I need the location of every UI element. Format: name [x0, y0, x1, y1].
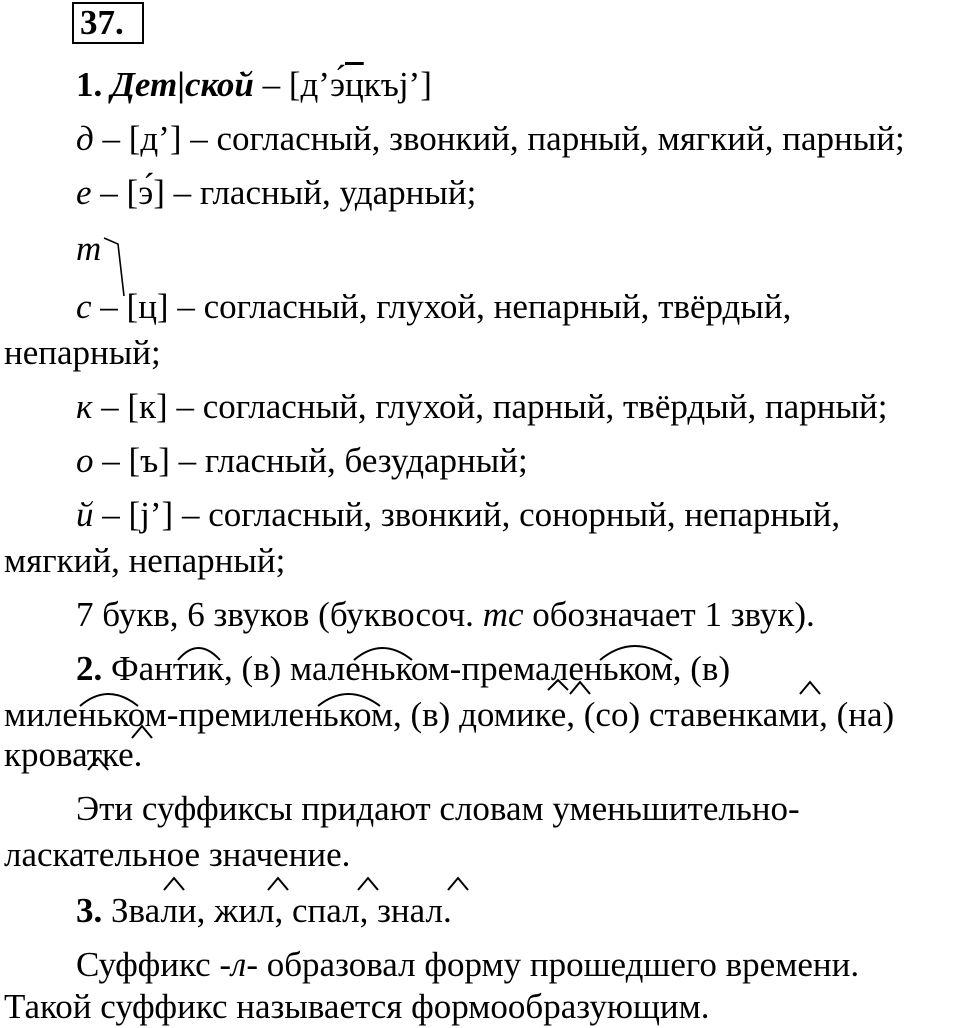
- part3-words: Звали, жил, спал, знал.: [102, 891, 452, 930]
- part2-line3: кроватке.: [4, 735, 143, 774]
- suffix-arc-milenkom-2: [318, 694, 380, 706]
- letter-j: й: [76, 495, 94, 534]
- analysis-e: – [э́] – гласный, ударный;: [91, 173, 477, 212]
- ts-join-bracket: [104, 238, 124, 296]
- suffix-caret-milenkom-1: [132, 726, 152, 738]
- suffix-caret-spal: [358, 878, 378, 890]
- part1-word-root: Дет: [111, 65, 178, 104]
- suffix-caret-zhil: [268, 878, 288, 890]
- letter-e: е: [76, 173, 92, 212]
- part1-word-suffix: ской: [184, 65, 254, 104]
- part2-label: 2.: [76, 649, 103, 688]
- suffix-caret-domike: [570, 682, 590, 694]
- part1-transcription-post: къj’]: [363, 65, 432, 104]
- part1-label: 1.: [76, 65, 103, 104]
- analysis-s-cont: непарный;: [4, 333, 161, 372]
- exercise-number: 37.: [80, 3, 124, 42]
- part3-s1-post: образовал форму прошедшего времени.: [257, 945, 860, 984]
- part1-transcription-ts: ц: [344, 65, 364, 104]
- part3-sentence2: Такой суффикс называется формообразующим.: [4, 987, 710, 1026]
- count-post: обозначает 1 звук).: [523, 595, 815, 634]
- analysis-j-cont: мягкий, непарный;: [4, 541, 286, 580]
- count-pre: 7 букв, 6 звуков (буквосоч.: [76, 595, 483, 634]
- suffix-caret-malenkom: [548, 680, 568, 690]
- part1-separator: |: [177, 65, 185, 104]
- analysis-o: – [ъ] – гласный, безударный;: [93, 441, 528, 480]
- suffix-arc-milenkom-1: [80, 694, 138, 706]
- letter-k: к: [76, 387, 93, 426]
- suffix-caret-stavenkami: [800, 682, 820, 694]
- letter-s: с: [76, 287, 92, 326]
- suffix-caret-zvali: [164, 878, 184, 890]
- analysis-s: – [ц] – согласный, глухой, непарный, твёрдый,: [91, 287, 792, 326]
- suffix-arc-malenkom-1: [354, 648, 412, 660]
- count-letter-combo: тс: [482, 595, 524, 634]
- part2-meaning-line1: Эти суффиксы придают словам уменьшительно-: [76, 789, 800, 828]
- analysis-k: – [к] – согласный, глухой, парный, твёрдый, парный;: [92, 387, 888, 426]
- letter-d: д: [76, 119, 94, 158]
- part3-label: 3.: [76, 891, 103, 930]
- suffix-arc-fantik: [178, 648, 220, 660]
- part1-transcription-pre: – [д’э́: [253, 65, 345, 104]
- part3-s1-pre: Суффикс: [76, 945, 220, 984]
- suffix-arc-malenkom-2: [600, 646, 672, 660]
- letter-t: т: [76, 229, 102, 268]
- part3-suffix: -л-: [219, 945, 258, 984]
- suffix-caret-krovatke: [88, 758, 108, 770]
- part2-line2: миленьком-премиленьком, (в) домике, (со) ставенками, (на): [4, 695, 895, 734]
- analysis-d: – [д’] – согласный, звонкий, парный, мягкий, парный;: [93, 119, 905, 158]
- analysis-j: – [j’] – согласный, звонкий, сонорный, непарный,: [93, 495, 841, 534]
- suffix-caret-znal: [448, 878, 468, 890]
- part2-meaning-line2: ласкательное значение.: [4, 835, 351, 874]
- part2-words1: Фантик, (в) маленьком-премаленьком, (в): [102, 649, 731, 688]
- letter-o: о: [76, 441, 94, 480]
